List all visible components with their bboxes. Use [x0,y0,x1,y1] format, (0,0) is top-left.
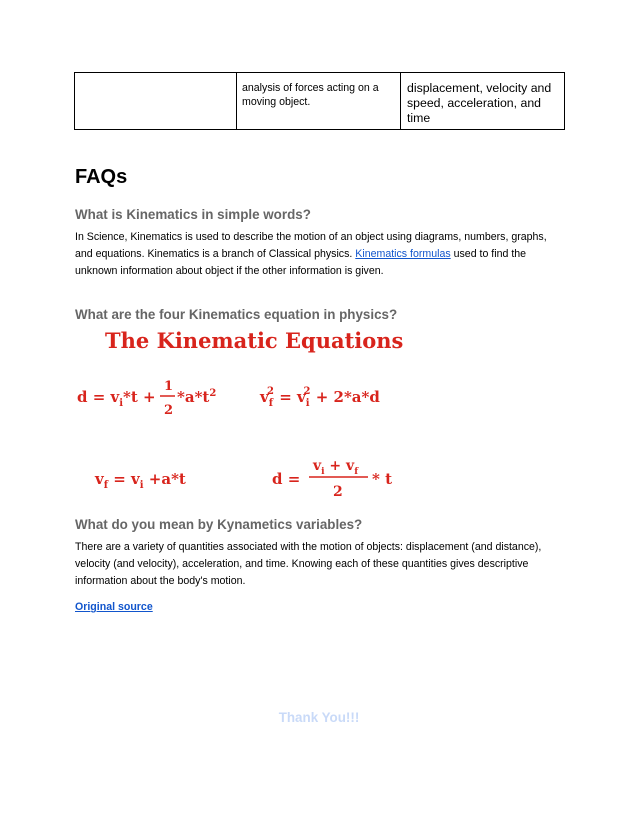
faq-answer-3: There are a variety of quantities associated with the motion of objects: displacement (and distance), velocity (and velocity), acceleration, and time. Knowing each of these quantities gives descriptive information about the body's motion. [75,541,542,587]
definition-table [74,72,565,130]
original-source-link[interactable]: Original source [75,601,153,613]
equations-title: The Kinematic Equations [105,328,404,353]
svg-text:vf2 = vi2 + 2*a*d: $v_f2 = v_i2 + 2*a*d$ [260,386,380,409]
faqs-heading: FAQs [75,166,128,188]
faq-question-3: What do you mean by Kynametics variables? [75,517,363,532]
kinematics-formulas-link[interactable]: Kinematics formulas [355,248,451,260]
equation-average-velocity [272,458,392,500]
faq-answer-1-text-a: In Science, Kinematics is used to describe the motion of an object using diagrams, numbers, graphs, and equations. Kinematics is a branch of Classical physics. [75,231,547,260]
equation-velocity-squared [259,386,380,409]
svg-text:* t: * t [372,470,392,488]
kinematic-equations-image [75,322,495,512]
svg-text:d =: d = [272,470,301,488]
faq-answer-1 [75,229,563,280]
table-cell-quantities: displacement, velocity and speed, acceleration, and time [407,81,552,125]
svg-text:*a*t2: $*a*t^2$ [177,388,217,406]
equation-velocity-time [94,470,186,491]
table-cell-empty [75,73,237,129]
svg-text:1: 1 [164,379,174,394]
faq-answer-1-text-b: used to find the unknown information about object if the other information is given. [75,248,527,277]
svg-text:2: 2 [333,484,343,500]
svg-text:vf = vi +a*t: $v_f = v_i +a*t$ [95,470,186,491]
thank-you-text: Thank You!!! [278,710,360,725]
svg-text:d = vi*t +: $d = v_i*t$ + [77,388,156,409]
faq-question-1: What is Kinematics in simple words? [75,207,311,222]
faq-question-2: What are the four Kinematics equation in physics? [75,307,398,322]
table-cell-description: analysis of forces acting on a moving object. [237,73,401,129]
equation-displacement-time [77,379,216,418]
svg-text:vi + vf: $v_i + v_f$ [313,458,359,477]
svg-text:2: 2 [164,403,174,418]
